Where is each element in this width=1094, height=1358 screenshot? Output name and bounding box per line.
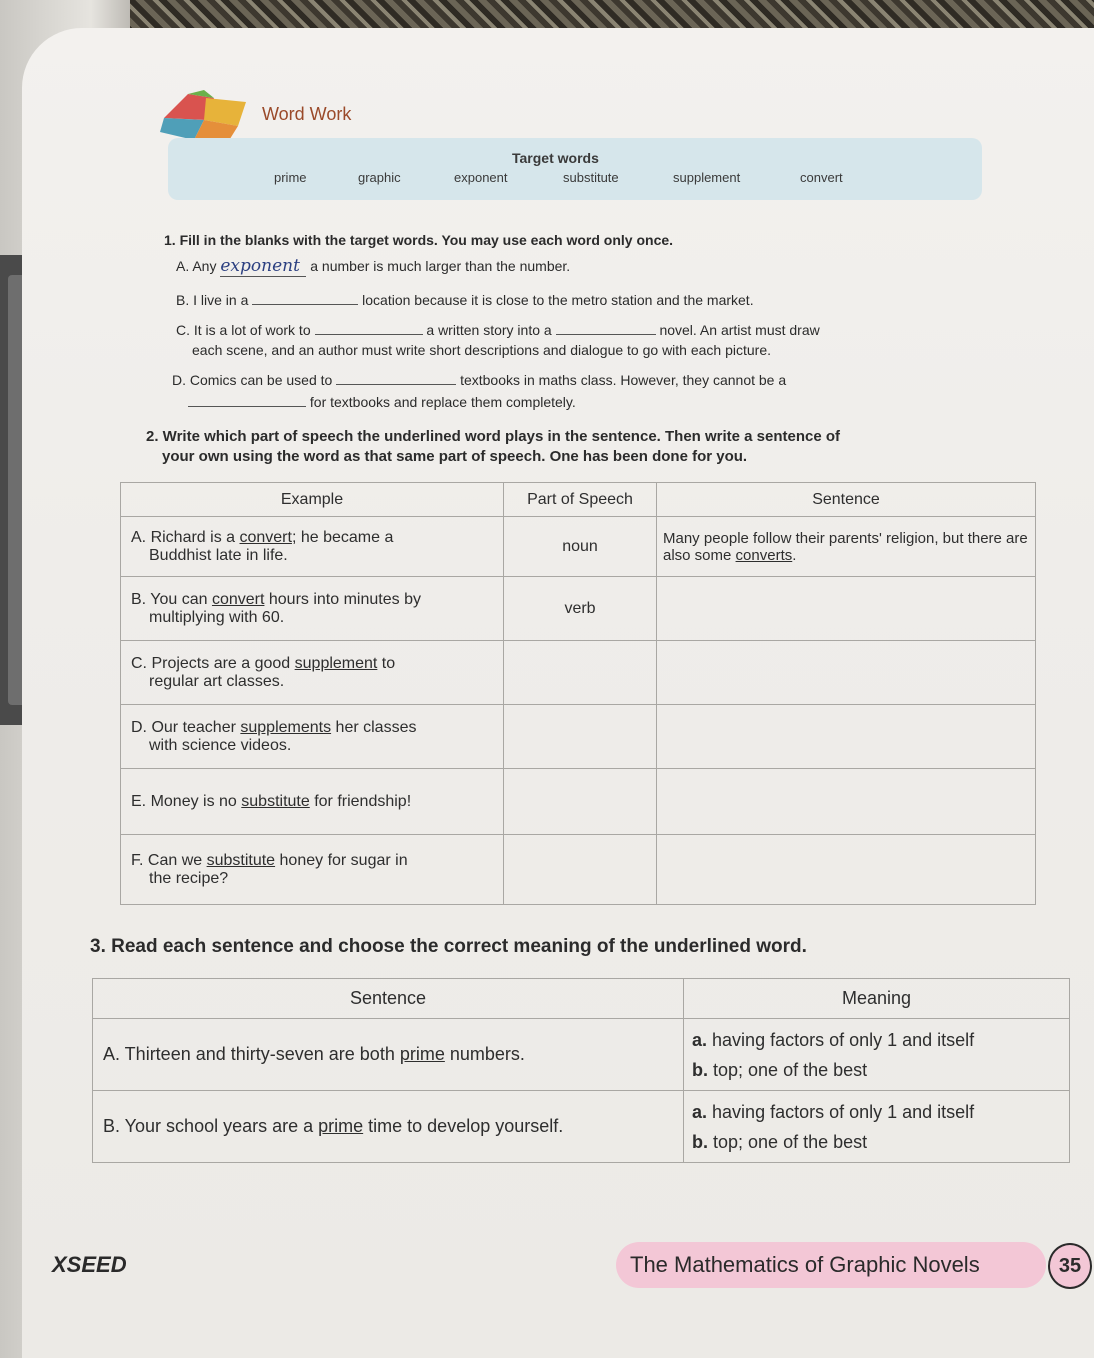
table-row [121,705,1036,769]
q1-item-c: C. It is a lot of work to a written story into a novel. An artist must draw [176,322,820,338]
page-number: 35 [1048,1243,1092,1289]
table-row [121,517,1036,577]
example-cell: D. Our teacher supplements her classes with science videos. [121,705,504,769]
example-cell: F. Can we substitute honey for sugar in the recipe? [121,835,504,905]
target-word-prime: prime [274,170,307,185]
book-title: The Mathematics of Graphic Novels [630,1252,980,1277]
example-cell: B. You can convert hours into minutes by multiplying with 60. [121,577,504,641]
q1-d-blank-2[interactable] [188,406,306,407]
sentence-cell[interactable] [657,577,1036,641]
q2-header-pos: Part of Speech [504,483,657,517]
option-a[interactable]: a. having factors of only 1 and itself [692,1101,975,1122]
sentence-cell: Many people follow their parents' religion, but there are also some converts. [657,517,1036,577]
target-word-supplement: supplement [673,170,741,185]
q3-header-sentence: Sentence [93,979,684,1019]
q1-item-c-line2: each scene, and an author must write short descriptions and dialogue to go with each picture. [192,342,772,358]
target-word-substitute: substitute [563,170,619,185]
pos-cell[interactable] [504,835,657,905]
q2-header-example: Example [121,483,504,517]
example-cell: C. Projects are a good supplement to regular art classes. [121,641,504,705]
table-row [121,835,1036,905]
q2-prompt-line2: your own using the word as that same part of speech. One has been done for you. [162,448,748,465]
q3-table [92,978,1070,1163]
table-row [121,641,1036,705]
q2-header-sentence: Sentence [657,483,1036,517]
q3-sentence-cell: A. Thirteen and thirty-seven are both prime numbers. [93,1019,684,1091]
q3-prompt: 3. Read each sentence and choose the correct meaning of the underlined word. [90,936,807,957]
q1-a-answer[interactable]: exponent [220,256,306,277]
target-words-title: Target words [512,150,599,166]
example-cell: E. Money is no substitute for friendship! [121,769,504,835]
sentence-cell[interactable] [657,835,1036,905]
brand-logo: XSEED [52,1252,127,1277]
pos-cell: verb [504,577,657,641]
q1-item-b: B. I live in a location because it is close to the metro station and the market. [176,292,754,308]
q1-d-blank-1[interactable] [336,384,456,385]
target-word-exponent: exponent [454,170,508,185]
q1-item-a: A. Any exponent a number is much larger than the number. [176,256,571,276]
table-row [93,1019,1070,1091]
option-b[interactable]: b. top; one of the best [692,1131,868,1152]
sentence-cell[interactable] [657,705,1036,769]
q3-meaning-cell [684,1019,1070,1091]
q1-c-blank-2[interactable] [556,334,656,335]
pos-cell: noun [504,517,657,577]
table-row [93,1091,1070,1163]
option-a[interactable]: a. having factors of only 1 and itself [692,1029,975,1050]
q3-meaning-cell [684,1091,1070,1163]
sentence-cell[interactable] [657,769,1036,835]
pos-cell[interactable] [504,641,657,705]
q3-header-meaning: Meaning [684,979,1070,1019]
table-row [121,577,1036,641]
q3-sentence-cell: B. Your school years are a prime time to develop yourself. [93,1091,684,1163]
example-cell: A. Richard is a convert; he became a Buddhist late in life. [121,517,504,577]
q1-item-d-line2: for textbooks and replace them completely. [188,394,576,410]
sentence-cell[interactable] [657,641,1036,705]
pos-cell[interactable] [504,705,657,769]
puzzle-logo-icon [158,88,250,144]
book-title-pill [616,1242,1046,1288]
option-b[interactable]: b. top; one of the best [692,1059,868,1080]
target-word-graphic: graphic [358,170,401,185]
q1-b-blank[interactable] [252,304,358,305]
target-words-box [168,138,982,200]
pos-cell[interactable] [504,769,657,835]
q1-item-d: D. Comics can be used to textbooks in maths class. However, they cannot be a [172,372,787,388]
section-title: Word Work [262,104,352,124]
q2-table [120,482,1036,905]
target-word-convert: convert [800,170,843,185]
q1-prompt: 1. Fill in the blanks with the target words. You may use each word only once. [164,232,674,248]
q1-c-blank-1[interactable] [315,334,423,335]
q2-prompt-line1: 2. Write which part of speech the underlined word plays in the sentence. Then write a sentence of [146,428,841,445]
table-row [121,769,1036,835]
